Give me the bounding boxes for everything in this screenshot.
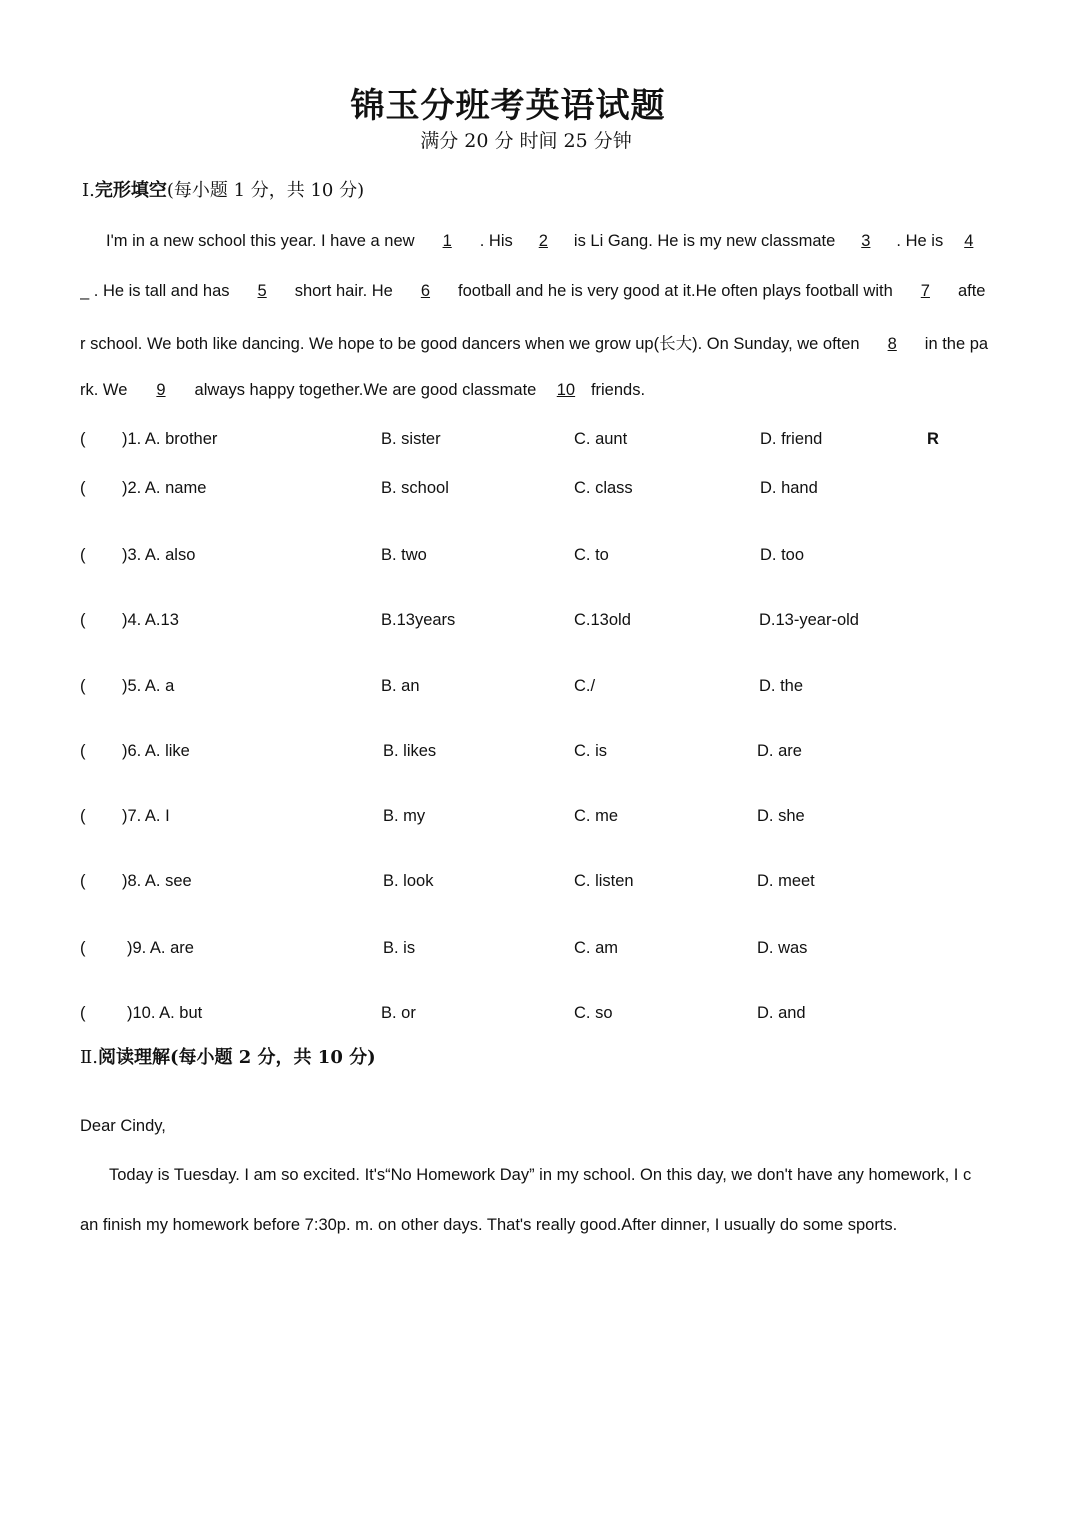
option-c: C. listen [574,872,634,890]
option-b: B. my [383,807,426,825]
option-d: D. was [757,939,808,957]
passage-text: . His [475,232,518,250]
option-d: D.13-year-old [759,611,859,629]
passage-line-2 [80,282,1005,301]
passage-text: rk. We [80,381,132,399]
option-c: C./ [574,677,596,695]
passage-text: football and he is very good at it.He often plays football with [453,282,898,300]
section2-roman: Ⅱ. [80,1047,98,1068]
question-row-2 [80,479,980,503]
question-row-9 [80,939,980,963]
option-b: B. two [381,546,427,564]
blank-6: 6 [420,282,431,300]
answer-paren: ( [80,1004,86,1022]
passage-text: short hair. He [290,282,398,300]
exam-title: 锦玉分班考英语试题 [350,86,666,126]
option-a: )10. A. but [127,1004,203,1022]
letter-salutation: Dear Cindy, [80,1117,166,1135]
option-a: )6. A. like [122,742,190,760]
question-row-8 [80,872,980,896]
option-a: )7. A. I [122,807,170,825]
answer-paren: ( [80,611,86,629]
option-c: C. so [574,1004,613,1022]
option-d: D. hand [760,479,818,497]
answer-paren: ( [80,807,86,825]
passage-text: . He is tall and has [89,282,235,300]
blank-5: 5 [257,282,267,300]
option-c: C. to [574,546,609,564]
question-row-4 [80,611,980,635]
option-c: C.13old [574,611,631,629]
option-d: D. friend [760,430,823,448]
letter-line-2: an finish my homework before 7:30p. m. on other days. That's really good.After dinner, I usually do some sports. [80,1216,898,1234]
option-d: D. and [757,1004,806,1022]
passage-text: I'm in a new school this year. I have a new [106,232,420,250]
option-a: )9. A. are [127,939,194,957]
blank-3: 3 [861,232,871,250]
blank-7: 7 [920,282,930,300]
passage-text: _ [80,282,90,300]
option-d: D. the [759,677,804,695]
option-a: )5. A. a [122,677,175,695]
blank-1: 1 [442,232,452,250]
section1-heading [82,176,364,202]
section2-title: 阅读理解 [97,1047,170,1068]
section1-note: (每小题 1 分，共 10 分) [166,180,365,201]
option-b: B. look [383,872,434,890]
answer-paren: ( [80,479,86,497]
option-a: )8. A. see [122,872,192,890]
blank-10: 10 [556,381,576,399]
question-row-5 [80,677,980,701]
option-d: D. are [757,742,802,760]
option-a: )3. A. also [122,546,196,564]
answer-paren: ( [80,742,86,760]
answer-paren: ( [80,939,86,957]
section1-roman: Ⅰ. [82,180,95,201]
question-row-6 [80,742,980,766]
option-c: C. aunt [574,430,628,448]
option-c: C. am [574,939,619,957]
answer-paren: ( [80,872,86,890]
option-d: D. meet [757,872,815,890]
blank-8: 8 [887,335,897,353]
exam-subtitle: 满分 20 分 时间 25 分钟 [420,130,632,152]
blank-9: 9 [156,381,166,399]
option-a: )4. A.13 [122,611,179,629]
section2-note: (每小题 2 分，共 10 分) [169,1047,376,1068]
section1-title: 完形填空 [94,180,167,201]
passage-line-3 [80,330,1005,354]
option-b: B. sister [381,430,441,448]
passage-text: r school. We both like dancing. We hope to be good dancers when we grow up(长大). On Sunday, we often [80,335,865,353]
passage-text: in the pa [920,335,989,353]
answer-paren: ( [80,677,86,695]
option-b: B. is [383,939,416,957]
answer-paren: ( [80,430,86,448]
option-a: )2. A. name [122,479,207,497]
option-b: B. school [381,479,449,497]
stray-mark: R [927,430,939,448]
blank-2: 2 [538,232,548,250]
option-a: )1. A. brother [122,430,218,448]
option-c: C. me [574,807,619,825]
option-d: D. she [757,807,805,825]
option-b: B.13years [381,611,456,629]
option-b: B. or [381,1004,416,1022]
option-c: C. is [574,742,607,760]
passage-line-1 [106,232,1006,251]
blank-4: 4 [964,232,974,250]
question-row-3 [80,546,980,570]
option-c: C. class [574,479,633,497]
passage-text: is Li Gang. He is my new classmate [569,232,840,250]
passage-line-4 [80,381,1005,400]
passage-text: always happy together.We are good classmate [189,381,541,399]
letter-line-1: Today is Tuesday. I am so excited. It's“No Homework Day” in my school. On this day, we don't have any homework, I c [109,1166,972,1184]
question-row-7 [80,807,980,831]
option-b: B. likes [383,742,437,760]
option-d: D. too [760,546,805,564]
answer-paren: ( [80,546,86,564]
passage-text: afte [953,282,986,300]
question-row-1 [80,430,980,454]
question-row-10 [80,1004,980,1028]
option-b: B. an [381,677,420,695]
section2-heading [80,1043,376,1069]
passage-text: . He is [891,232,948,250]
passage-text: friends. [590,381,646,399]
